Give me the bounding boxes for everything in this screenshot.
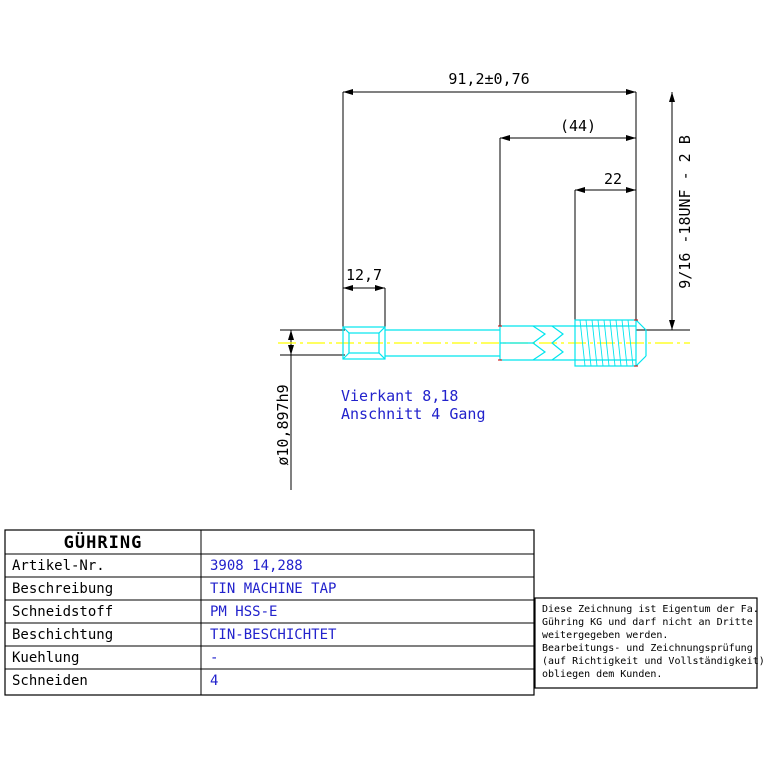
dim-thread-spec: 9/16 -18UNF - 2 B (676, 135, 694, 289)
dim-square-length: 12,7 (345, 266, 383, 284)
note-vierkant: Vierkant 8,18 (341, 387, 459, 405)
row-label-4: Kuehlung (12, 650, 80, 666)
row-value-0: 3908 14,288 (210, 558, 303, 574)
brand-logo: GÜHRING (63, 533, 143, 553)
row-value-1: TIN MACHINE TAP (210, 581, 337, 597)
legal-line-0: Diese Zeichnung ist Eigentum der Fa. (542, 604, 759, 615)
legal-line-2: weitergegeben werden. (542, 630, 669, 641)
row-value-3: TIN-BESCHICHTET (210, 627, 337, 643)
row-label-0: Artikel-Nr. (12, 558, 105, 574)
row-value-2: PM HSS-E (210, 604, 278, 620)
row-label-1: Beschreibung (12, 581, 114, 597)
dim-reference-length: (44) (559, 117, 597, 135)
row-label-2: Schneidstoff (12, 604, 114, 620)
legal-line-4: (auf Richtigkeit und Vollständigkeit) (542, 656, 765, 667)
row-label-5: Schneiden (12, 673, 88, 689)
dim-overall-length: 91,2±0,76 (448, 70, 530, 88)
legal-line-3: Bearbeitungs- und Zeichnungsprüfung (542, 643, 753, 654)
row-label-3: Beschichtung (12, 627, 114, 643)
note-anschnitt: Anschnitt 4 Gang (341, 405, 486, 423)
row-value-4: - (210, 650, 219, 666)
legal-line-1: Gühring KG und darf nicht an Dritte (542, 617, 753, 628)
legal-note-box (535, 598, 765, 688)
legal-line-5: obliegen dem Kunden. (542, 669, 663, 680)
dimension-lines (280, 89, 690, 490)
dim-thread-length: 22 (603, 170, 623, 188)
dim-shank-diameter: ø10,897h9 (274, 384, 292, 466)
row-value-5: 4 (210, 673, 219, 689)
title-block (5, 530, 534, 695)
